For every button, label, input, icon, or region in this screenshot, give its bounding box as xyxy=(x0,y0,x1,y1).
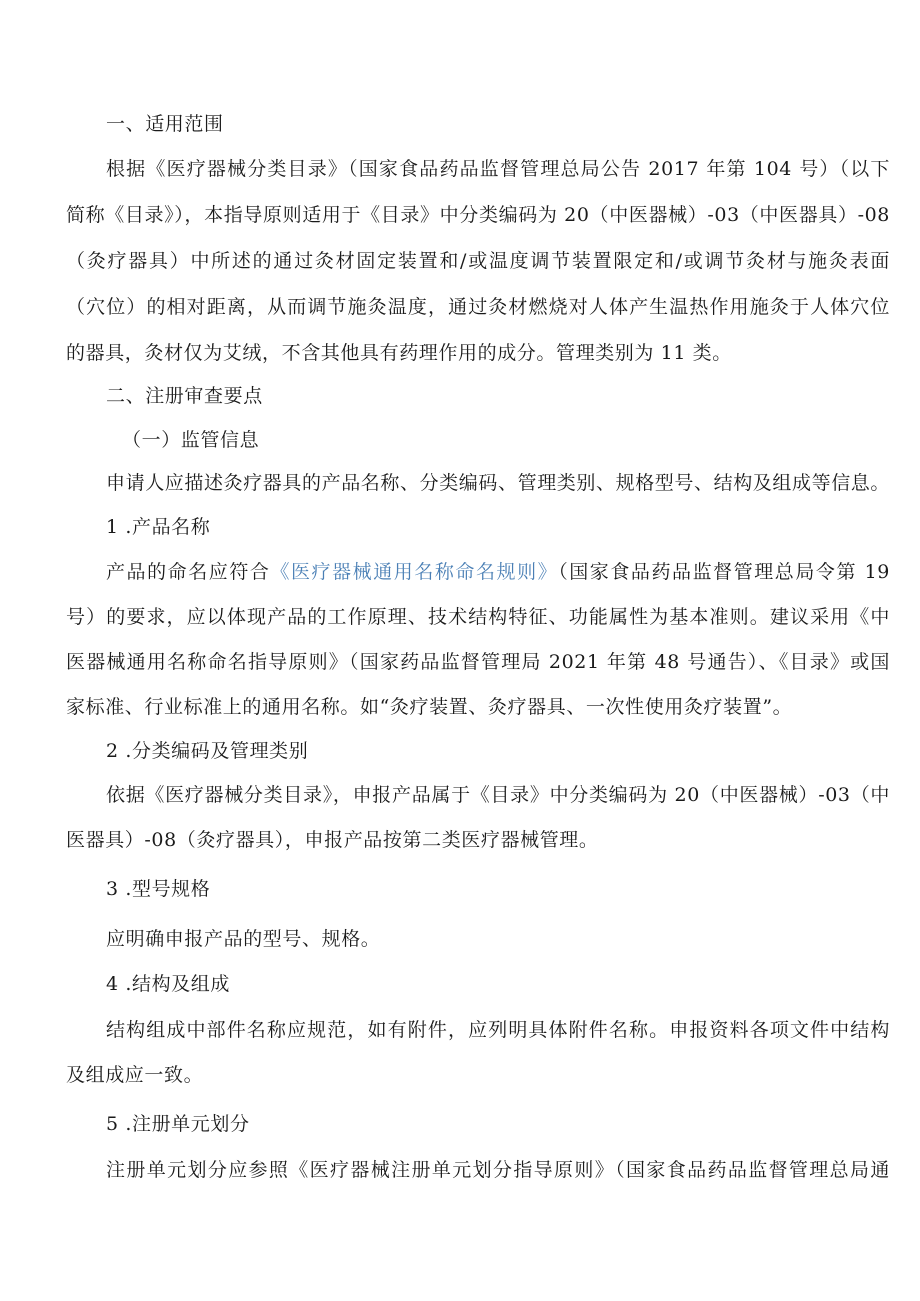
product-name-line: 家标准、行业标准上的通用名称。如“灸疗装置、灸疗器具、一次性使用灸疗装置”。 xyxy=(66,696,793,718)
model-spec-text: 应明确申报产品的型号、规格。 xyxy=(106,928,381,950)
product-name-line xyxy=(106,560,890,584)
product-name-text: 产品的命名应符合 xyxy=(106,561,271,583)
classification-line: 医器具）-08（灸疗器具），申报产品按第二类医疗器械管理。 xyxy=(66,829,599,851)
item-heading-model-spec: 3 .型号规格 xyxy=(106,878,211,900)
product-name-text: （国家食品药品监督管理总局令第 19 xyxy=(558,561,890,583)
naming-rules-link[interactable]: 《医疗器械通用名称命名规则》 xyxy=(270,561,559,583)
item-heading-structure: 4 .结构及组成 xyxy=(106,973,230,995)
product-name-line: 号）的要求，应以体现产品的工作原理、技术结构特征、功能属性为基本准则。建议采用《中 xyxy=(66,606,890,628)
item-heading-classification: 2 .分类编码及管理类别 xyxy=(106,740,309,762)
section-heading-review-points: 二、注册审查要点 xyxy=(106,385,263,407)
item-heading-product-name: 1 .产品名称 xyxy=(106,516,211,538)
document-page xyxy=(66,0,890,1301)
subsection-heading-regulatory-info: （一）监管信息 xyxy=(122,429,260,451)
scope-paragraph-line: （穴位）的相对距离，从而调节施灸温度，通过灸材燃烧对人体产生温热作用施灸于人体穴位 xyxy=(66,296,890,318)
registration-unit-text: 注册单元划分应参照《医疗器械注册单元划分指导原则》（国家食品药品监督管理总局通 xyxy=(106,1159,890,1181)
structure-line: 及组成应一致。 xyxy=(66,1064,204,1086)
scope-paragraph-line: （灸疗器具）中所述的通过灸材固定装置和/或温度调节装置限定和/或调节灸材与施灸表面 xyxy=(66,250,890,272)
structure-line: 结构组成中部件名称应规范，如有附件，应列明具体附件名称。申报资料各项文件中结构 xyxy=(106,1019,890,1041)
scope-paragraph-line: 的器具，灸材仅为艾绒，不含其他具有药理作用的成分。管理类别为 11 类。 xyxy=(66,342,732,364)
product-name-line: 医器械通用名称命名指导原则》（国家药品监督管理局 2021 年第 48 号通告）、《目录》或国 xyxy=(66,651,890,673)
regulatory-info-intro: 申请人应描述灸疗器具的产品名称、分类编码、管理类别、规格型号、结构及组成等信息。 xyxy=(106,472,891,494)
classification-line: 依据《医疗器械分类目录》，申报产品属于《目录》中分类编码为 20（中医器械）-03（中 xyxy=(106,784,890,806)
scope-paragraph-line: 简称《目录》），本指导原则适用于《目录》中分类编码为 20（中医器械）-03（中医器具）-08 xyxy=(66,204,890,226)
scope-paragraph-line: 根据《医疗器械分类目录》（国家食品药品监督管理总局公告 2017 年第 104 号）（以下 xyxy=(106,158,890,180)
section-heading-scope: 一、适用范围 xyxy=(106,113,224,135)
item-heading-registration-unit: 5 .注册单元划分 xyxy=(106,1113,250,1135)
